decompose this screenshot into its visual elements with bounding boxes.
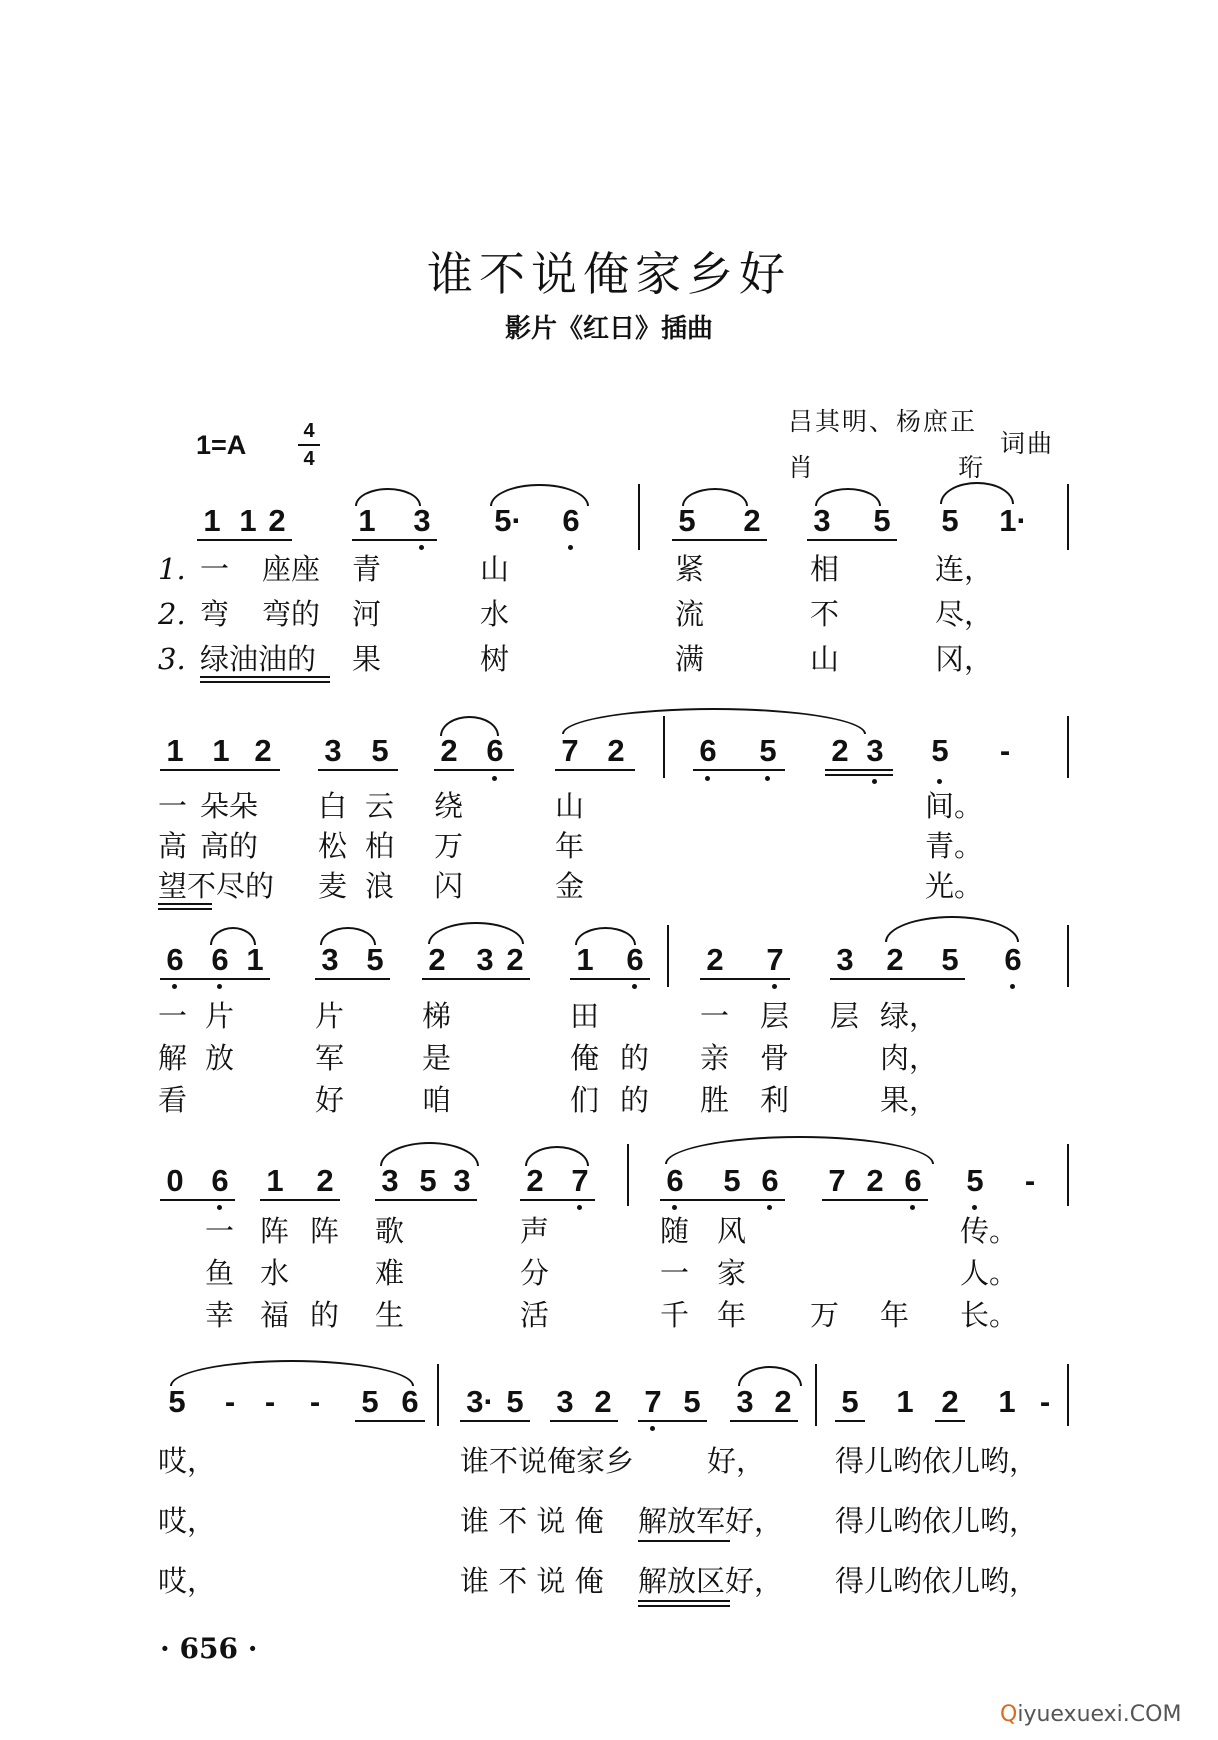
note: 2 bbox=[941, 1384, 959, 1419]
lyric: 绿油油的 bbox=[200, 642, 317, 676]
octave-dot bbox=[568, 545, 573, 550]
lyric: 一 bbox=[205, 1214, 235, 1248]
lyric: 流 bbox=[675, 597, 705, 631]
lyric: 一 bbox=[158, 999, 188, 1033]
song-title: 谁不说俺家乡好 bbox=[427, 247, 791, 301]
underline bbox=[570, 978, 650, 980]
lyric: 高 bbox=[158, 829, 188, 863]
watermark-text: iyuexuexi.COM bbox=[1017, 1702, 1182, 1727]
underline bbox=[315, 978, 390, 980]
underline bbox=[355, 1420, 425, 1422]
lyric: 家 bbox=[717, 1256, 747, 1290]
lyric: 满 bbox=[675, 642, 705, 676]
note: 2 bbox=[774, 1384, 792, 1419]
note: 1 bbox=[166, 733, 184, 768]
lyric: 得儿哟依儿哟， bbox=[835, 1444, 1039, 1478]
octave-dot bbox=[765, 776, 770, 781]
lyric-underline bbox=[638, 1540, 730, 1542]
underline bbox=[825, 769, 893, 771]
lyric: 年 bbox=[880, 1298, 910, 1332]
song-subtitle: 影片《红日》插曲 bbox=[504, 314, 713, 344]
octave-dot bbox=[705, 776, 710, 781]
bar-line bbox=[638, 484, 640, 550]
lyric: 冈， bbox=[935, 642, 994, 676]
lyric: 谁不说俺家乡 bbox=[460, 1444, 635, 1478]
note: 2 bbox=[506, 942, 524, 977]
note: 3 bbox=[556, 1384, 574, 1419]
lyric: 河 bbox=[352, 597, 382, 631]
author-line-2b: 珩 bbox=[958, 453, 986, 482]
lyric: 哎， bbox=[158, 1504, 217, 1538]
note: 2 bbox=[607, 733, 625, 768]
lyric: 望不尽的 bbox=[158, 869, 275, 903]
note: 5 bbox=[683, 1384, 701, 1419]
note: 2 bbox=[831, 733, 849, 768]
lyric: 哎， bbox=[158, 1564, 217, 1598]
note: 2 bbox=[316, 1163, 334, 1198]
underline bbox=[197, 539, 292, 541]
lyric: 得儿哟依儿哟， bbox=[835, 1504, 1039, 1538]
author-role: 词曲 bbox=[1000, 429, 1055, 458]
note: 6 bbox=[401, 1384, 419, 1419]
underline bbox=[460, 1420, 530, 1422]
lyric: 弯 bbox=[200, 597, 230, 631]
underline bbox=[822, 1199, 928, 1201]
note: 3 bbox=[813, 503, 831, 538]
octave-dot bbox=[217, 984, 222, 989]
note: 7 bbox=[644, 1384, 662, 1419]
note: 1 bbox=[998, 1384, 1016, 1419]
lyric: 不 bbox=[810, 597, 840, 631]
lyric: 紧 bbox=[675, 552, 705, 586]
note: 5 bbox=[941, 942, 959, 977]
note: 5 bbox=[931, 733, 949, 768]
octave-dot bbox=[172, 984, 177, 989]
note: - bbox=[1024, 1163, 1036, 1198]
underline bbox=[660, 1199, 785, 1201]
lyric: 随 bbox=[660, 1214, 690, 1248]
note: 1 bbox=[239, 503, 257, 538]
note: 5 bbox=[366, 942, 384, 977]
lyric: 万 bbox=[434, 829, 464, 863]
slur bbox=[738, 1366, 802, 1386]
slur bbox=[665, 1136, 934, 1164]
lyric: 相 bbox=[810, 552, 840, 586]
lyric: 果 bbox=[352, 642, 382, 676]
lyric: 幸 bbox=[205, 1298, 235, 1332]
underline bbox=[555, 769, 635, 771]
lyric: 云 bbox=[365, 789, 395, 823]
underline bbox=[352, 539, 437, 541]
underline bbox=[807, 539, 897, 541]
lyric: 水 bbox=[480, 597, 510, 631]
note: 1· bbox=[999, 503, 1027, 538]
slur bbox=[320, 927, 376, 945]
octave-dot bbox=[937, 779, 942, 784]
lyric: 利 bbox=[760, 1083, 790, 1117]
underline bbox=[434, 769, 514, 771]
note: 0 bbox=[166, 1163, 184, 1198]
underline bbox=[638, 1420, 707, 1422]
lyric: 的 bbox=[620, 1041, 650, 1075]
underline bbox=[830, 978, 965, 980]
underline bbox=[160, 1199, 235, 1201]
lyric: 浪 bbox=[365, 869, 395, 903]
underline bbox=[520, 1199, 595, 1201]
lyric: 生 bbox=[375, 1298, 405, 1332]
bar-line bbox=[437, 1364, 439, 1426]
slur bbox=[170, 1360, 414, 1386]
lyric: 山 bbox=[810, 642, 840, 676]
lyric: 歌 bbox=[375, 1214, 405, 1248]
lyric-underline bbox=[158, 908, 212, 910]
octave-dot bbox=[650, 1426, 655, 1431]
note: - bbox=[999, 733, 1011, 768]
note: 1 bbox=[203, 503, 221, 538]
lyric: 青 bbox=[352, 552, 382, 586]
lyric-underline bbox=[200, 676, 330, 678]
slur bbox=[355, 488, 421, 506]
lyric: 绿， bbox=[880, 999, 939, 1033]
note: 7 bbox=[766, 942, 784, 977]
lyric: 的 bbox=[620, 1083, 650, 1117]
note: 6 bbox=[486, 733, 504, 768]
underline bbox=[260, 1199, 340, 1201]
underline bbox=[375, 1199, 477, 1201]
octave-dot bbox=[672, 1205, 677, 1210]
underline bbox=[422, 978, 530, 980]
note: 2 bbox=[594, 1384, 612, 1419]
lyric: 水 bbox=[260, 1256, 290, 1290]
slur bbox=[440, 716, 499, 736]
lyric: 座座 bbox=[262, 552, 321, 586]
lyric: 传。 bbox=[960, 1214, 1019, 1248]
lyric: 山 bbox=[480, 552, 510, 586]
slur bbox=[682, 488, 748, 506]
lyric: 肉， bbox=[880, 1041, 939, 1075]
lyric: 一 bbox=[200, 552, 230, 586]
underline bbox=[935, 1420, 965, 1422]
note: 3 bbox=[413, 503, 431, 538]
lyric: 谁 不 说 俺 bbox=[460, 1504, 604, 1538]
slur bbox=[562, 708, 866, 734]
lyric-underline bbox=[158, 903, 212, 905]
lyric: 看 bbox=[158, 1083, 188, 1117]
lyric: 放 bbox=[205, 1041, 235, 1075]
lyric: 闪 bbox=[434, 869, 464, 903]
note: 2 bbox=[440, 733, 458, 768]
underline bbox=[730, 1420, 798, 1422]
bar-line bbox=[1067, 716, 1069, 778]
verse-label: 1. bbox=[158, 552, 186, 586]
lyric: 活 bbox=[520, 1298, 550, 1332]
note: 1 bbox=[246, 942, 264, 977]
lyric: 麦 bbox=[318, 869, 348, 903]
lyric: 朵朵 bbox=[200, 789, 259, 823]
note: 1 bbox=[358, 503, 376, 538]
note: 2 bbox=[886, 942, 904, 977]
note: 6 bbox=[626, 942, 644, 977]
note: 5 bbox=[678, 503, 696, 538]
lyric: 连， bbox=[935, 552, 994, 586]
bar-line bbox=[1067, 925, 1069, 987]
octave-dot bbox=[872, 779, 877, 784]
note: 3 bbox=[836, 942, 854, 977]
bar-line bbox=[627, 1144, 629, 1206]
lyric: 千 bbox=[660, 1298, 690, 1332]
lyric: 松 bbox=[318, 829, 348, 863]
lyric: 片 bbox=[315, 999, 345, 1033]
note: 1 bbox=[266, 1163, 284, 1198]
lyric: 声 bbox=[520, 1214, 550, 1248]
time-sig-bottom: 4 bbox=[303, 448, 315, 470]
note: 5· bbox=[494, 503, 522, 538]
note: 3 bbox=[476, 942, 494, 977]
lyric: 阵 bbox=[310, 1214, 340, 1248]
note: 5 bbox=[873, 503, 891, 538]
octave-dot bbox=[767, 1205, 772, 1210]
note: 6 bbox=[211, 1163, 229, 1198]
bar-line bbox=[1067, 484, 1069, 550]
lyric: 俺 bbox=[570, 1041, 600, 1075]
underline bbox=[160, 769, 280, 771]
lyric: 分 bbox=[520, 1256, 550, 1290]
author-line-2a: 肖 bbox=[788, 453, 816, 482]
lyric: 山 bbox=[555, 789, 585, 823]
underline bbox=[825, 774, 893, 776]
lyric: 绕 bbox=[434, 789, 464, 823]
underline bbox=[550, 1420, 618, 1422]
bar-line bbox=[1067, 1364, 1069, 1426]
lyric: 尽， bbox=[935, 597, 994, 631]
note: 3 bbox=[866, 733, 884, 768]
note: 5 bbox=[506, 1384, 524, 1419]
slur bbox=[490, 484, 589, 506]
octave-dot bbox=[632, 984, 637, 989]
slur bbox=[380, 1142, 479, 1166]
octave-dot bbox=[419, 545, 424, 550]
lyric: 骨 bbox=[760, 1041, 790, 1075]
note: 3 bbox=[381, 1163, 399, 1198]
note: 3 bbox=[324, 733, 342, 768]
lyric: 咱 bbox=[422, 1083, 452, 1117]
lyric: 好 bbox=[315, 1083, 345, 1117]
underline bbox=[318, 769, 398, 771]
note: 3 bbox=[736, 1384, 754, 1419]
lyric: 白 bbox=[318, 789, 348, 823]
bar-line bbox=[815, 1364, 817, 1426]
octave-dot bbox=[492, 776, 497, 781]
lyric: 一 bbox=[158, 789, 188, 823]
note: 5 bbox=[723, 1163, 741, 1198]
lyric: 阵 bbox=[260, 1214, 290, 1248]
lyric: 层 bbox=[760, 999, 790, 1033]
lyric: 胜 bbox=[700, 1083, 730, 1117]
slur bbox=[885, 916, 1019, 942]
slur bbox=[525, 1146, 589, 1166]
lyric: 果， bbox=[880, 1083, 939, 1117]
lyric: 解放军好， bbox=[638, 1504, 784, 1538]
note: 3 bbox=[453, 1163, 471, 1198]
lyric: 鱼 bbox=[205, 1256, 235, 1290]
note: 6 bbox=[699, 733, 717, 768]
note: 7 bbox=[571, 1163, 589, 1198]
note: 6 bbox=[211, 942, 229, 977]
octave-dot bbox=[577, 1205, 582, 1210]
lyric: 谁 不 说 俺 bbox=[460, 1564, 604, 1598]
note: 5 bbox=[966, 1163, 984, 1198]
lyric: 好， bbox=[707, 1444, 766, 1478]
lyric: 亲 bbox=[700, 1041, 730, 1075]
underline bbox=[693, 769, 785, 771]
octave-dot bbox=[217, 1205, 222, 1210]
note: 3· bbox=[466, 1384, 494, 1419]
bar-line bbox=[1067, 1144, 1069, 1206]
key-signature: 1=A bbox=[196, 430, 247, 460]
lyric: 光。 bbox=[925, 869, 984, 903]
time-sig-top: 4 bbox=[303, 420, 315, 442]
slur bbox=[428, 922, 524, 944]
note: 2 bbox=[428, 942, 446, 977]
note: 1 bbox=[896, 1384, 914, 1419]
lyric: 间。 bbox=[925, 789, 984, 823]
note: 5 bbox=[419, 1163, 437, 1198]
lyric: 解放区好， bbox=[638, 1564, 784, 1598]
note: - bbox=[1039, 1384, 1051, 1419]
lyric: 解 bbox=[158, 1041, 188, 1075]
slur bbox=[210, 927, 256, 945]
bar-line bbox=[667, 925, 669, 987]
note: - bbox=[224, 1384, 236, 1419]
lyric: 一 bbox=[700, 999, 730, 1033]
note: 3 bbox=[321, 942, 339, 977]
note: - bbox=[264, 1384, 276, 1419]
lyric: 难 bbox=[375, 1256, 405, 1290]
lyric-underline bbox=[200, 681, 330, 683]
note: 5 bbox=[361, 1384, 379, 1419]
note: 6 bbox=[1004, 942, 1022, 977]
lyric: 金 bbox=[555, 869, 585, 903]
lyric-underline bbox=[638, 1605, 730, 1607]
page-number: · 656 · bbox=[160, 1632, 258, 1665]
lyric-underline bbox=[638, 1600, 730, 1602]
note: 7 bbox=[561, 733, 579, 768]
lyric: 年 bbox=[555, 829, 585, 863]
lyric: 层 bbox=[830, 999, 860, 1033]
note: 5 bbox=[841, 1384, 859, 1419]
octave-dot bbox=[772, 984, 777, 989]
lyric: 一 bbox=[660, 1256, 690, 1290]
lyric: 万 bbox=[810, 1298, 840, 1332]
lyric: 年 bbox=[717, 1298, 747, 1332]
lyric: 哎， bbox=[158, 1444, 217, 1478]
time-signature bbox=[298, 420, 320, 470]
note: 2 bbox=[743, 503, 761, 538]
lyric: 是 bbox=[422, 1041, 452, 1075]
note: 2 bbox=[268, 503, 286, 538]
underline bbox=[160, 978, 270, 980]
note: - bbox=[309, 1384, 321, 1419]
bar-line bbox=[663, 716, 665, 778]
slur bbox=[940, 482, 1014, 504]
note: 5 bbox=[371, 733, 389, 768]
note: 2 bbox=[254, 733, 272, 768]
lyric: 弯的 bbox=[262, 597, 321, 631]
lyric: 柏 bbox=[365, 829, 395, 863]
note: 1 bbox=[576, 942, 594, 977]
lyric: 军 bbox=[315, 1041, 345, 1075]
lyric: 梯 bbox=[422, 999, 452, 1033]
octave-dot bbox=[972, 1205, 977, 1210]
octave-dot bbox=[1010, 984, 1015, 989]
verse-label: 2. bbox=[158, 597, 186, 631]
slur bbox=[575, 927, 636, 945]
lyric: 长。 bbox=[960, 1298, 1019, 1332]
note: 6 bbox=[562, 503, 580, 538]
watermark bbox=[1000, 1702, 1181, 1727]
underline bbox=[700, 978, 790, 980]
note: 6 bbox=[666, 1163, 684, 1198]
note: 2 bbox=[866, 1163, 884, 1198]
author-line-1: 吕其明、杨庶正 bbox=[788, 407, 978, 436]
note: 6 bbox=[761, 1163, 779, 1198]
lyric: 的 bbox=[310, 1298, 340, 1332]
lyric: 田 bbox=[570, 999, 600, 1033]
note: 5 bbox=[759, 733, 777, 768]
lyric: 风 bbox=[717, 1214, 747, 1248]
note: 5 bbox=[168, 1384, 186, 1419]
watermark-prefix: Q bbox=[1000, 1702, 1018, 1727]
lyric: 们 bbox=[570, 1083, 600, 1117]
note: 2 bbox=[526, 1163, 544, 1198]
note: 5 bbox=[941, 503, 959, 538]
octave-dot bbox=[910, 1205, 915, 1210]
note: 6 bbox=[904, 1163, 922, 1198]
note: 2 bbox=[706, 942, 724, 977]
lyric: 福 bbox=[260, 1298, 290, 1332]
note: 7 bbox=[828, 1163, 846, 1198]
underline bbox=[835, 1420, 865, 1422]
lyric: 青。 bbox=[925, 829, 984, 863]
lyric: 得儿哟依儿哟， bbox=[835, 1564, 1039, 1598]
slur bbox=[815, 488, 881, 506]
note: 6 bbox=[166, 942, 184, 977]
lyric: 树 bbox=[480, 642, 510, 676]
lyric: 高的 bbox=[200, 829, 259, 863]
lyric: 人。 bbox=[960, 1256, 1019, 1290]
lyric: 片 bbox=[205, 999, 235, 1033]
note: 1 bbox=[212, 733, 230, 768]
verse-label: 3. bbox=[158, 642, 186, 676]
underline bbox=[672, 539, 767, 541]
